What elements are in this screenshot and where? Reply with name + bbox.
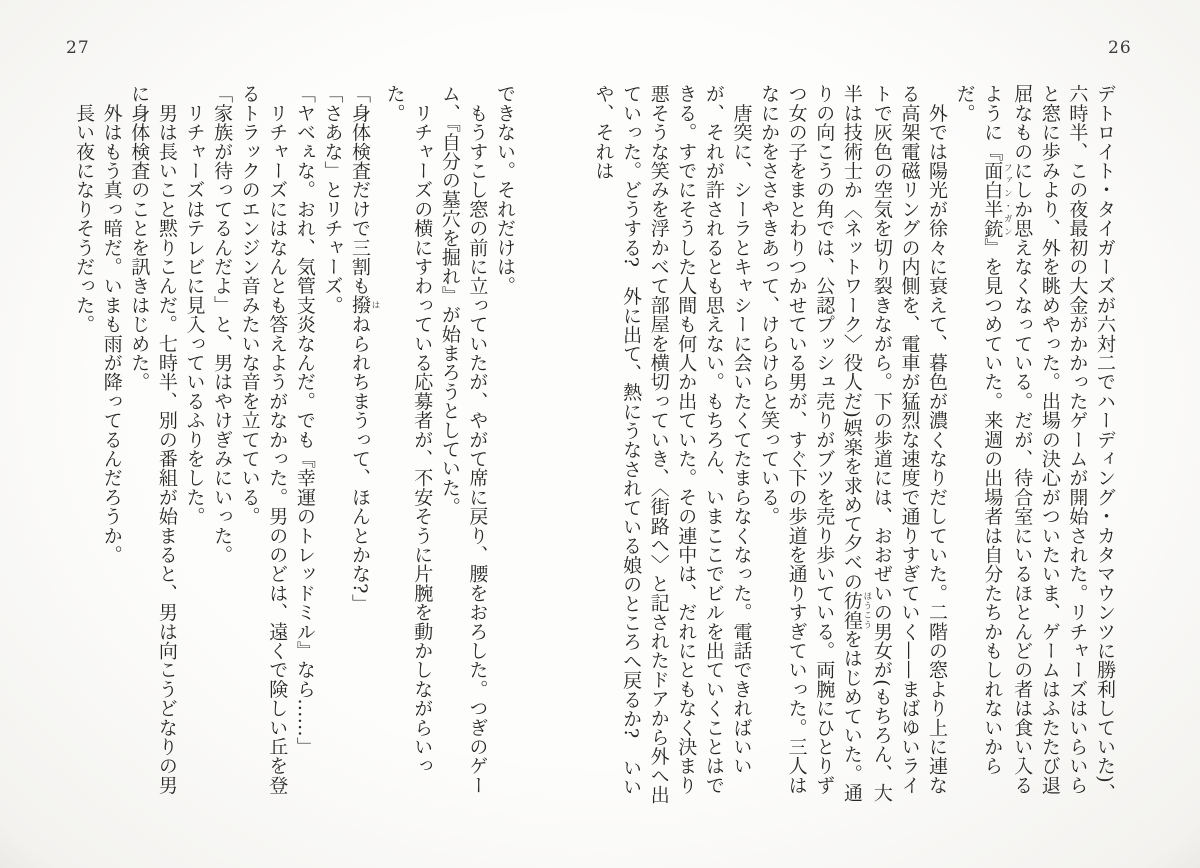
paragraph: リチャーズはテレビに見入っているふりをした。 — [183, 84, 206, 526]
page-number-right: 26 — [1108, 38, 1132, 58]
page-26 — [592, 0, 1200, 868]
paragraph: できない。それだけは。 — [494, 84, 516, 296]
paragraph: 長い夜になりそうだった。 — [73, 84, 96, 334]
paragraph: 「さあな」とリチャーズ。 — [321, 84, 344, 315]
paragraph: リチャーズにはなんとも答えようがなかった。男ののどは、遠くで険しい丘を登るトラックのエンジン音みたいな音を立てている。 — [238, 84, 289, 795]
paragraph: リチャーズの横にすわっている応募者が、不安そうに片腕を動かしながらいった。 — [383, 84, 434, 776]
page-26-text — [592, 84, 1118, 812]
paragraph: 「家族が待ってるんだよ」と、男はやけぎみにいった。 — [211, 84, 234, 564]
paragraph: 唐突に、シーラとキャシーに会いたくてたまらなくなった。電話できればいいが、それが許されるとも思えない。もちろん、いまここでビルを出ていくことはできる。すでにそうした人間も何人か出ていた。その連中は、だれにともなく決まり悪そうな笑みを浮かべて部屋を横切っていき、〈街路へ〉と記されたドアから外へ出ていった。どうする? 外に出て、熱にうなされている娘のところへ戻るか? いいや、それは — [592, 84, 753, 805]
paragraph: もうすこし窓の前に立っていたが、やがて席に戻り、腰をおろした。つぎのゲーム、『自分の墓穴を掘れ』が始まろうとしていた。 — [438, 84, 489, 795]
paragraph: 男は長いこと黙りこんだ。七時半、別の番組が始まると、男は向こうどなりの男に身体検査のことを訊きはじめた。 — [128, 84, 178, 795]
paragraph: デトロイト・タイガーズが六対二でハーディング・カタマウンツに勝利していた)、六時半、この夜最初の大金がかかったゲームが開始された。リチャーズはいらいらと窓に歩みより、外を眺めやった。出場の決心がついたいま、ゲームはふたたび退屈なものにしか思えなくなっている。だが、待合室にいるほとんどの者は食い入るように『面白半銃 ファン・ガン』を見つめていた。来週の出場者は自分たちかもしれないからだ。 — [953, 84, 1116, 803]
paragraph: 外では陽光が徐々に衰えて、暮色が濃くなりだしていた。二階の窓より上に連なる高架電磁リングの内側を、電車が猛烈な速度で通りすぎていく——まばゆいライトで灰色の空気を切り裂きながら。下の歩道には、おおぜいの男女が(もちろん、大半は技術士か〈ネットワーク〉役人だ)娯楽を求めて夕べの彷徨 ほうこうをはじめていた。通りの向こうの角では、公認プッシュ売りがブツを売り歩いている。両腕にひとりずつ女の子をまとわりつかせている男が、すぐ下の歩道を通りすぎていった。三人はなにかをささやきあって、けらけらと笑っている。 — [758, 84, 949, 803]
paragraph: 「ヤベぇな。おれ、気管支炎なんだ。でも『幸運のトレッドミル』なら……」 — [293, 84, 316, 756]
page-27-text — [73, 84, 518, 812]
page-number-left: 27 — [66, 38, 90, 58]
paragraph: 外はもう真っ暗だ。いまも雨が降ってるんだろうか。 — [100, 84, 123, 564]
paragraph: 「身体検査だけで三割も撥 はねられちまうって、ほんとかな?」 — [349, 84, 381, 613]
